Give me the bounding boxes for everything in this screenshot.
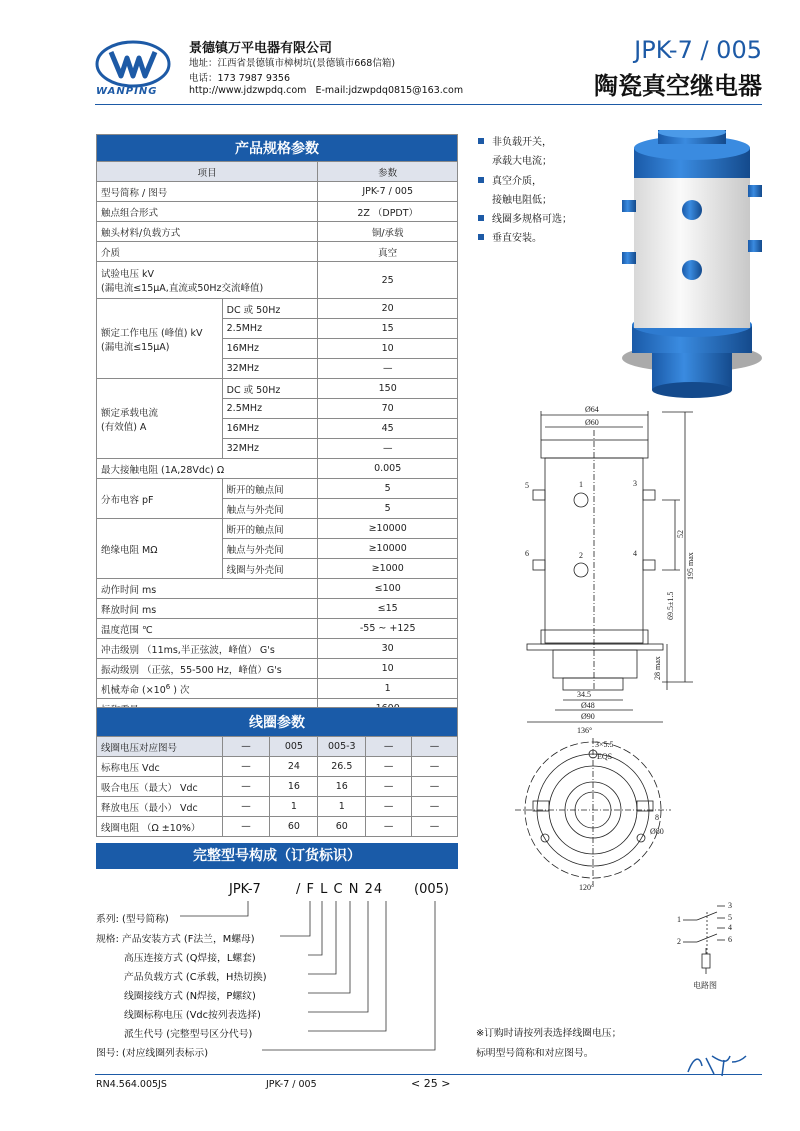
table-row: 标称电压 Vdc — 24 26.5 — — (97, 757, 458, 777)
coil-header-row: 线圈电压对应图号 — 005 005-3 — — (97, 737, 458, 757)
product-name: 陶瓷真空继电器 (594, 72, 762, 100)
col-param: 参数 (318, 162, 458, 182)
pin-4-label: 4 (633, 549, 637, 558)
table-row: 吸合电压（最大） Vdc — 16 16 — — (97, 777, 458, 797)
dim-d48: Ø48 (581, 701, 595, 710)
order-line-derivative: 派生代号 (完整型号区分代号) (124, 1029, 253, 1040)
dim-d64: Ø64 (585, 405, 599, 414)
company-address: 地址：江西省景德镇市樟树坑(景德镇市668信箱) (189, 58, 396, 69)
table-row: 线圈电阻 （Ω ±10%） — 60 60 — — (97, 817, 458, 837)
logo-wordmark: WANPING (96, 86, 158, 97)
footer-rule (95, 1074, 762, 1075)
footer-model: JPK-7 / 005 (266, 1079, 317, 1090)
circuit-pin-3: 3 (728, 901, 732, 910)
table-row: 触点与外壳间 5 (97, 499, 458, 519)
company-email[interactable]: E-mail:jdzwpdq0815@163.com (315, 85, 464, 96)
table-row: 试验电压 kV (漏电流≤15μA,直流或50Hz交流峰值) 25 (97, 262, 458, 299)
table-row: 机械寿命 ($\times 10^6$ ) 次 1 (97, 679, 458, 699)
feature-item: 非负载开关， (478, 133, 552, 148)
top-view-drawing (505, 735, 680, 895)
feature-item: 线圈多规格可选； (478, 210, 572, 225)
product-photo (612, 130, 772, 400)
circuit-pin-5: 5 (728, 913, 732, 922)
company-website[interactable]: http://www.jdzwpdq.com (189, 85, 307, 96)
feature-item: 真空介质， (478, 172, 542, 187)
table-row: 16MHz 10 (97, 339, 458, 359)
table-row: 32MHz — (97, 439, 458, 459)
pin-6-label: 6 (525, 549, 529, 558)
order-code-drawing: (005) (414, 882, 449, 897)
table-row: 释放时间 ms ≤15 (97, 599, 458, 619)
table-row: 触头材料/负载方式 铜/承载 (97, 222, 458, 242)
table-row: 型号简称 / 图号 JPK-7 / 005 (97, 182, 458, 202)
circuit-diagram (675, 898, 745, 993)
table-row: 额定工作电压 (峰值) kV (漏电流≤15μA) DC 或 50Hz 20 (97, 299, 458, 319)
col-item: 项目 (97, 162, 318, 182)
table-row: 温度范围 ℃ -55 ~ +125 (97, 619, 458, 639)
circuit-pin-6: 6 (728, 935, 732, 944)
footer-doc-number: RN4.564.005JS (96, 1079, 167, 1090)
circuit-pin-2: 2 (677, 937, 681, 946)
coil-table-title: 线圈参数 (97, 708, 458, 737)
spec-table (96, 134, 458, 719)
dim-h695: 69.5±1.5 (666, 591, 675, 620)
order-line-drawing: 图号: (对应线圈列表标示) (96, 1048, 209, 1059)
coil-table (96, 707, 458, 837)
pin-1-label: 1 (579, 480, 583, 489)
spec-table-title: 产品规格参数 (97, 135, 458, 162)
table-row: 触点与外壳间 ≥10000 (97, 539, 458, 559)
table-row: 绝缘电阻 MΩ 断开的触点间 ≥10000 (97, 519, 458, 539)
dim-h28: 28 max (653, 656, 662, 680)
table-row: 释放电压（最小） Vdc — 1 1 — — (97, 797, 458, 817)
circuit-pin-4: 4 (728, 923, 732, 932)
dim-hole: 3×5.5 (595, 740, 614, 749)
feature-item: 接触电阻低； (492, 195, 552, 206)
company-name: 景德镇万平电器有限公司 (189, 41, 333, 56)
table-row: 冲击级别 （11ms,半正弦波，峰值） G's 30 (97, 639, 458, 659)
pin-5-label: 5 (525, 481, 529, 490)
dim-eqs: EQS (597, 752, 613, 761)
table-row: 线圈与外壳间 ≥1000 (97, 559, 458, 579)
table-row: 触点组合形式 2Z （DPDT） (97, 202, 458, 222)
order-code-series: JPK-7 (229, 882, 261, 897)
order-line-hv: 高压连接方式 (Q焊接，L螺套) (124, 953, 256, 964)
order-line-coil-voltage: 线圈标称电压 (Vdc按列表选择) (124, 1010, 261, 1021)
dim-d60: Ø60 (585, 418, 599, 427)
table-row: 最大接触电阻 (1A,28Vdc) Ω 0.005 (97, 459, 458, 479)
table-row: 16MHz 45 (97, 419, 458, 439)
dim-h195: 195 max (686, 552, 695, 580)
company-contacts (189, 85, 463, 96)
order-line-mount: 规格: 产品安装方式 (F法兰，M螺母) (96, 934, 255, 945)
model-title: JPK-7 / 005 (634, 36, 762, 64)
order-code-title: 完整型号构成（订货标识） (96, 843, 458, 869)
feature-item: 承载大电流； (492, 156, 552, 167)
table-row: 32MHz — (97, 359, 458, 379)
order-note-1: ※订购时请按列表选择线圈电压； (476, 1028, 622, 1039)
table-row: 2.5MHz 70 (97, 399, 458, 419)
header-rule (95, 104, 762, 105)
order-note-2: 标明型号简称和对应图号。 (476, 1048, 594, 1059)
circuit-label: 电路图 (693, 981, 717, 990)
dim-a120: 120° (579, 883, 595, 892)
dim-w8: 8 (655, 813, 659, 822)
table-row: 2.5MHz 15 (97, 319, 458, 339)
table-row: 介质 真空 (97, 242, 458, 262)
pin-2-label: 2 (579, 551, 583, 560)
dim-d80: Ø80 (650, 827, 664, 836)
order-line-coil-wiring: 线圈接线方式 (N焊接，P螺纹) (124, 991, 256, 1002)
order-code-leaders (160, 898, 460, 1058)
feature-item: 垂直安装。 (478, 229, 542, 244)
footer-page-number: < 25 > (411, 1077, 451, 1090)
dim-w345: 34.5 (577, 690, 591, 699)
dim-h52: 52 (676, 530, 685, 538)
circuit-pin-1: 1 (677, 915, 681, 924)
table-row: 振动级别 （正弦，55-500 Hz，峰值）G's 10 (97, 659, 458, 679)
order-line-load: 产品负载方式 (C承载，H热切换) (124, 972, 267, 983)
pin-3-label: 3 (633, 479, 637, 488)
company-phone: 电话：173 7987 9356 (189, 73, 291, 84)
side-view-drawing (515, 400, 715, 740)
dim-d90: Ø90 (581, 712, 595, 721)
table-row: 动作时间 ms ≤100 (97, 579, 458, 599)
company-logo (95, 40, 171, 88)
order-code-spec: / F L C N 24 (296, 882, 384, 897)
order-line-series: 系列: (型号简称) (96, 914, 169, 925)
table-row: 额定承载电流 (有效值) A DC 或 50Hz 150 (97, 379, 458, 399)
dim-a136: 136° (577, 726, 593, 735)
table-row: 分布电容 pF 断开的触点间 5 (97, 479, 458, 499)
